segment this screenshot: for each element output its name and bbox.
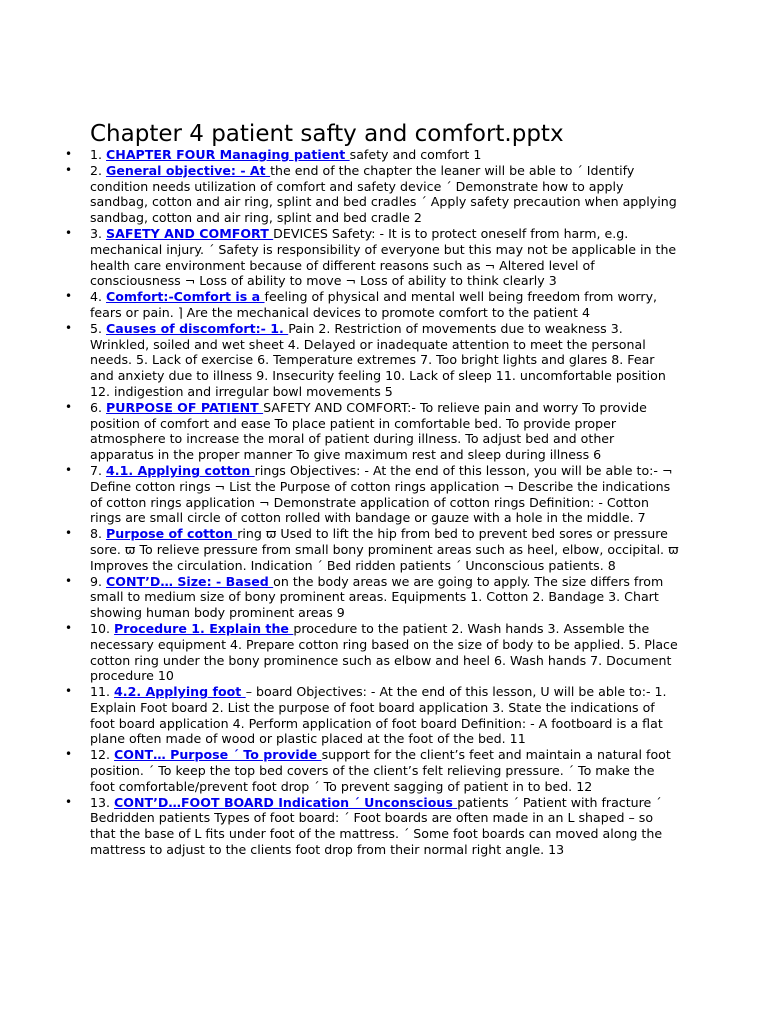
slide-link[interactable]: Procedure 1. Explain the [114, 620, 294, 636]
slide-text: Pain 2. Restriction of movements due to weakness 3. Wrinkled, soiled and wet sheet 4. Delayed or inadequate attention to meet the personal needs. 5. Lack of exercise 6. Temperature extremes 7. Too bright lights and glares 8. Fear and anxiety due to illness 9. Insecurity feeling 10. Lack of sleep 11. uncomfortable position 12. indigestion and irregular bowl movements 5 [90, 320, 666, 399]
slide-number: 2. [90, 162, 107, 178]
slide-text: DEVICES Safety: - It is to protect oneself from harm, e.g. mechanical injury. ´ Safety is responsibility of everyone but this may not be applicable in the health care environment because of different reasons such as ¬ Altered level of consciousness ¬ Loss of ability to move ¬ Loss of ability to think clearly 3 [90, 225, 677, 289]
slide-link[interactable]: CONT’D…FOOT BOARD Indication ´ Unconscious [114, 794, 458, 810]
slide-item [65, 289, 682, 321]
slide-link[interactable]: PURPOSE OF PATIENT [106, 399, 264, 415]
slide-link[interactable]: CONT’D… Size: - Based [106, 573, 274, 589]
slide-item [65, 747, 682, 794]
slide-number: 6. [90, 399, 107, 415]
slide-link[interactable]: CONT… Purpose ´ To provide [114, 747, 322, 763]
slide-text: patients ´ Patient with fracture ´ Bedridden patients Types of foot board: ´ Foot boards are often made in an L shaped – so that the base of L fits under foot of the mattress. ´ Some foot boards can moved along the mattress to adjust to the clients foot drop from their normal right angle. 13 [90, 794, 663, 858]
bullet-icon: • [65, 462, 73, 477]
slide-number: 13. [90, 794, 115, 810]
slide-number: 12. [90, 747, 115, 763]
slide-item [65, 399, 682, 463]
bullet-icon: • [65, 320, 73, 335]
slide-text: – board Objectives: - At the end of this lesson, U will be able to:- 1. Explain Foot board 2. List the purpose of foot board application 3. State the indications of foot board application 4. Perform application of foot board Definition: - A footboard is a flat plane often made of wood or plastic placed at the foot of the bed. 11 [90, 684, 667, 747]
bullet-icon: • [65, 620, 73, 635]
slide-text: the end of the chapter the leaner will be able to ´ Identify condition needs utilization of comfort and safety device ´ Demonstrate how to apply sandbag, cotton and air ring, splint and bed cradles ´ Apply safety precaution when applying sandbag, cotton and air ring, splint and bed cradle 2 [90, 162, 677, 226]
bullet-icon: • [65, 573, 73, 588]
slide-text: support for the client’s feet and maintain a natural foot position. ´ To keep the top bed covers of the client’s felt relieving pressure. ´ To make the foot comfortable/prevent foot drop ´ To prevent sagging of patient in to bed. 12 [90, 747, 671, 794]
slide-number: 11. [90, 684, 115, 700]
slide-item [65, 794, 682, 858]
bullet-icon: • [65, 147, 73, 161]
slide-number: 7. [90, 462, 107, 478]
bullet-icon: • [65, 162, 73, 177]
slide-item [65, 162, 682, 226]
bullet-icon: • [65, 225, 73, 240]
bullet-icon: • [65, 747, 73, 762]
bullet-icon: • [65, 526, 73, 541]
slide-item [65, 684, 682, 747]
slide-text: feeling of physical and mental well being freedom from worry, fears or pain. ⌉ Are the mechanical devices to promote comfort to the patient 4 [90, 289, 658, 320]
slide-number: 4. [90, 289, 107, 305]
document-title: Chapter 4 patient safty and comfort.pptx [90, 121, 564, 147]
slide-text: safety and comfort 1 [349, 147, 482, 162]
slide-number: 5. [90, 320, 107, 336]
bullet-icon: • [65, 399, 73, 414]
bullet-icon: • [65, 794, 73, 809]
slide-number: 1. [90, 147, 107, 162]
slide-number: 10. [90, 620, 115, 636]
slide-text: on the body areas we are going to apply. The size differs from small to medium size of bony prominent areas. Equipments 1. Cotton 2. Bandage 3. Chart showing human body prominent areas 9 [90, 573, 664, 621]
slide-link[interactable]: General objective: - At [106, 162, 271, 178]
slide-text: SAFETY AND COMFORT:- To relieve pain and worry To provide position of comfort and ease To place patient in comfortable bed. To provide proper atmosphere to increase the moral of patient during illness. To adjust bed and other apparatus in the proper manner To give maximum rest and sleep during illness 6 [90, 399, 647, 463]
slide-item [65, 573, 682, 621]
slide-item [65, 462, 682, 526]
bullet-icon: • [65, 684, 73, 699]
bullet-icon: • [65, 289, 73, 304]
slide-list [65, 147, 682, 858]
slide-item [65, 147, 682, 163]
slide-link[interactable]: Comfort:-Comfort is a [106, 289, 265, 305]
slide-number: 8. [90, 526, 107, 542]
slide-text: procedure to the patient 2. Wash hands 3. Assemble the necessary equipment 4. Prepare cotton ring based on the size of body to be applied. 5. Place cotton ring under the bony prominence such as elbow and heel 6. Wash hands 7. Document procedure 10 [90, 620, 678, 684]
slide-item [65, 526, 682, 573]
slide-link[interactable]: Purpose of cotton [106, 526, 238, 542]
slide-link[interactable]: Causes of discomfort:- 1. [106, 320, 289, 336]
slide-item [65, 620, 682, 684]
slide-link[interactable]: CHAPTER FOUR Managing patient [106, 147, 350, 162]
slide-number: 3. [90, 225, 107, 241]
slide-text: ring ϖ Used to lift the hip from bed to prevent bed sores or pressure sore. ϖ To relieve pressure from small bony prominent areas such as heel, elbow, occipital. ϖ Improves the circulation. Indication ´ Bed ridden patients ´ Unconscious patients. 8 [90, 526, 679, 573]
slide-number: 9. [90, 573, 107, 589]
slide-item [65, 225, 682, 289]
slide-link[interactable]: 4.2. Applying foot [114, 684, 246, 700]
slide-link[interactable]: SAFETY AND COMFORT [106, 225, 274, 241]
slide-item [65, 320, 682, 400]
slide-text: rings Objectives: - At the end of this lesson, you will be able to:- ¬ Define cotton rings ¬ List the Purpose of cotton rings application ¬ Describe the indications of cotton rings application ¬ Demonstrate application of cotton rings Definition: - Cotton rings are small circle of cotton rolled with bandage or gauze with a hole in the middle. 7 [90, 462, 673, 526]
slide-link[interactable]: 4.1. Applying cotton [106, 462, 255, 478]
